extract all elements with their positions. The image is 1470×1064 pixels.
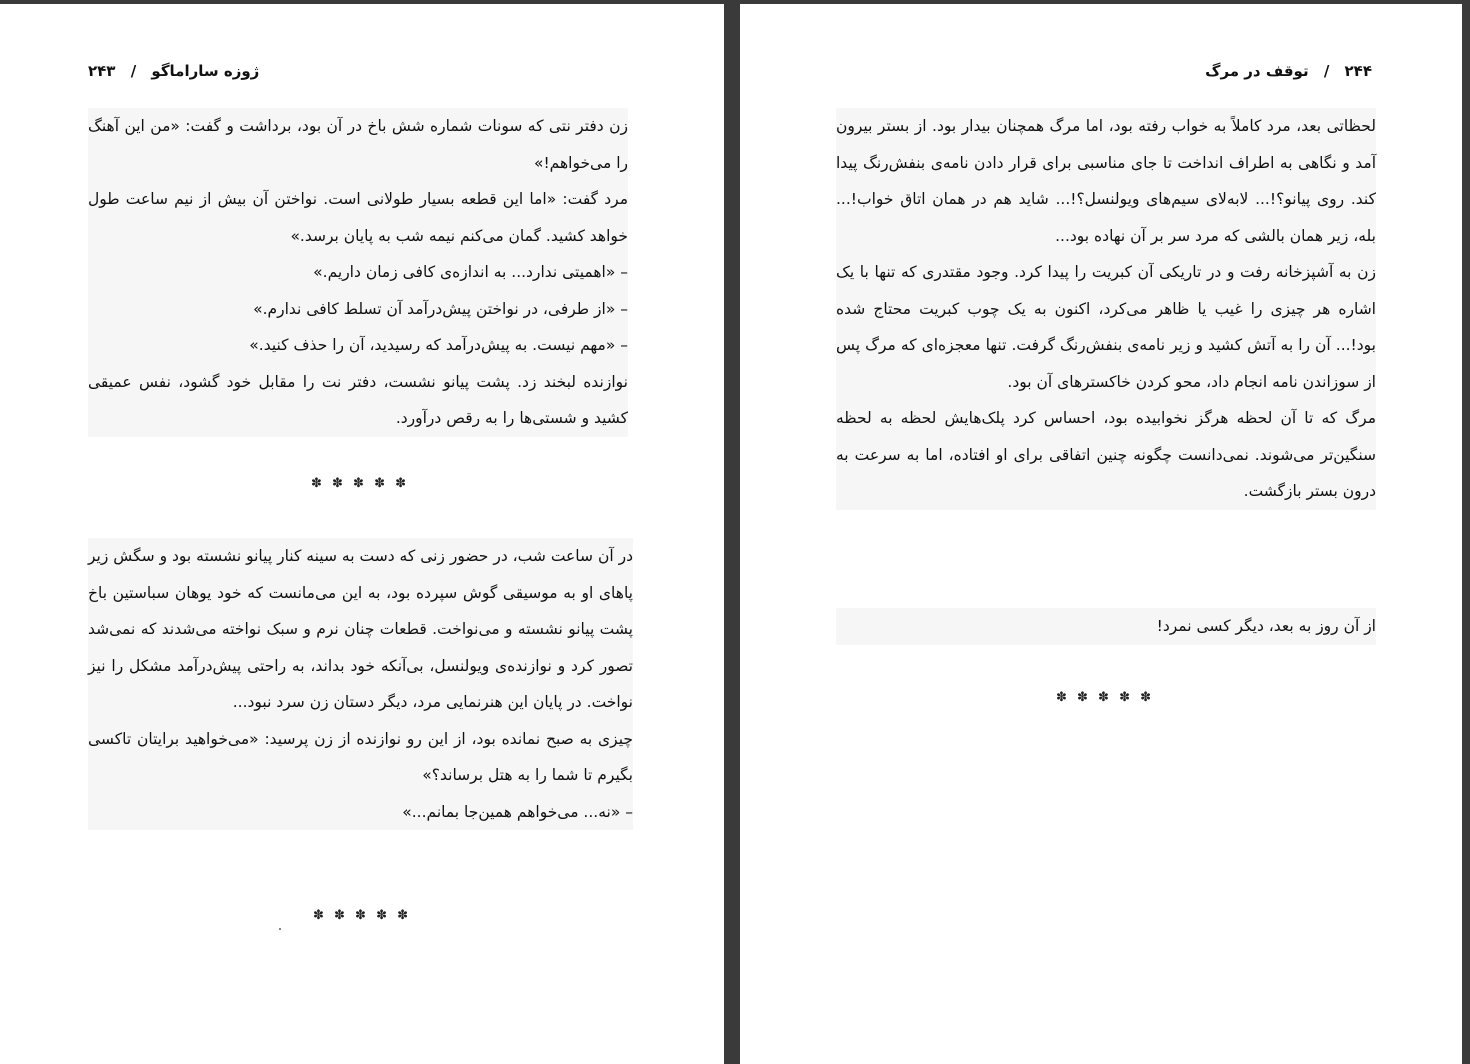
paragraph: چیزی به صبح نمانده بود، از این رو نوازنده از زن پرسید: «می‌خواهید برایتان تاکسی بگیرم تا شما را به هتل برساند؟» [88, 729, 633, 784]
paragraph: زن به آشپزخانه رفت و در تاریکی آن کبریت را پیدا کرد. وجود مقتدری که تنها با یک اشاره هر چیزی را غیب یا ظاهر می‌کرد، اکنون به یک چوب کبریت محتاج شده بود!... آن را به آتش کشید و زیر نامه‌ی بنفش‌رنگ گرفت. تنها معجزه‌ای که مرگ پس از سوزاندن نامه انجام داد، محو کردن خاکسترهای آن بود. [836, 263, 1376, 391]
right-text-block-2 [836, 608, 1376, 645]
paragraph: مرگ که تا آن لحظه هرگز نخوابیده بود، احساس کرد پلک‌هایش لحظه به لحظه سنگین‌تر می‌شوند. نمی‌دانست چگونه چنین اتفاقی برای او افتاده، اما به سرعت به درون بستر بازگشت. [836, 409, 1376, 500]
paragraph: – «نه... می‌خواهم همین‌جا بمانم...» [402, 802, 633, 821]
right-page-header [1192, 62, 1372, 80]
left-text-block-1 [88, 108, 628, 437]
paragraph: مرد گفت: «اما این قطعه بسیار طولانی است. نواختن آن بیش از نیم ساعت طول خواهد کشید. گمان می‌کنم نیمه شب به پایان برسد.» [88, 190, 628, 245]
right-page-number: ۲۴۴ [1344, 62, 1372, 80]
paragraph: زن دفتر نتی که سونات شماره شش باخ در آن بود، برداشت و گفت: «من این آهنگ را می‌خواهم!» [88, 117, 628, 172]
left-text-block-2 [88, 538, 633, 830]
section-divider-stars: ✽ ✽ ✽ ✽ ✽ [1056, 690, 1154, 705]
paragraph: از آن روز به بعد، دیگر کسی نمرد! [1156, 617, 1376, 635]
left-page-header [88, 62, 268, 80]
paragraph: – «مهم نیست. به پیش‌درآمد که رسیدید، آن را حذف کنید.» [249, 336, 628, 354]
paragraph: نوازنده لبخند زد. پشت پیانو نشست، دفتر نت را مقابل خود گشود، نفس عمیقی کشید و شستی‌ها را به رقص درآورد. [88, 372, 628, 427]
paragraph: – «اهمیتی ندارد... به اندازه‌ی کافی زمان داریم.» [313, 263, 628, 281]
scan-speck [279, 928, 281, 930]
left-page-title: ژوزه ساراماگو [151, 62, 260, 80]
paragraph: در آن ساعت شب، در حضور زنی که دست به سینه کنار پیانو نشسته بود و سگش زیر پاهای او به موسیقی گوش سپرده بود، به این می‌مانست که خود یوهان سباستین باخ پشت پیانو نشسته و می‌نواخت. قطعات چنان نرم و سبک نواخته می‌شدند که نمی‌شد تصور کرد و نوازنده‌ی ویولنسل، بی‌آنکه خود بداند، به راحتی پیش‌درآمد مشکل را نیز نواخت. در پایان این هنرنمایی مرد، دیگر دستان زن سرد نبود... [88, 547, 633, 711]
right-text-block-1 [836, 108, 1376, 510]
right-page-title: توقف در مرگ [1205, 62, 1309, 80]
section-divider-stars: ✽ ✽ ✽ ✽ ✽ [313, 908, 411, 923]
section-divider-stars: ✽ ✽ ✽ ✽ ✽ [311, 476, 409, 491]
left-page-number: ۲۴۳ [88, 62, 116, 80]
right-book-page [740, 4, 1462, 1064]
left-book-page [0, 4, 724, 1064]
paragraph: – «از طرفی، در نواختن پیش‌درآمد آن تسلط کافی ندارم.» [253, 299, 628, 318]
paragraph: لحظاتی بعد، مرد کاملاً به خواب رفته بود، اما مرگ همچنان بیدار بود. از بستر بیرون آمد و نگاهی به اطراف انداخت تا جای مناسبی برای قرار دادن نامه‌ی بنفش‌رنگ پیدا کند. روی پیانو؟!... لابه‌لای سیم‌های ویولنسل؟!... شاید هم در همان اتاق خواب!... بله، زیر همان بالشی که مرد سر بر آن نهاده بود... [836, 117, 1376, 245]
left-header-separator: / [130, 62, 137, 80]
right-header-separator: / [1323, 62, 1330, 80]
